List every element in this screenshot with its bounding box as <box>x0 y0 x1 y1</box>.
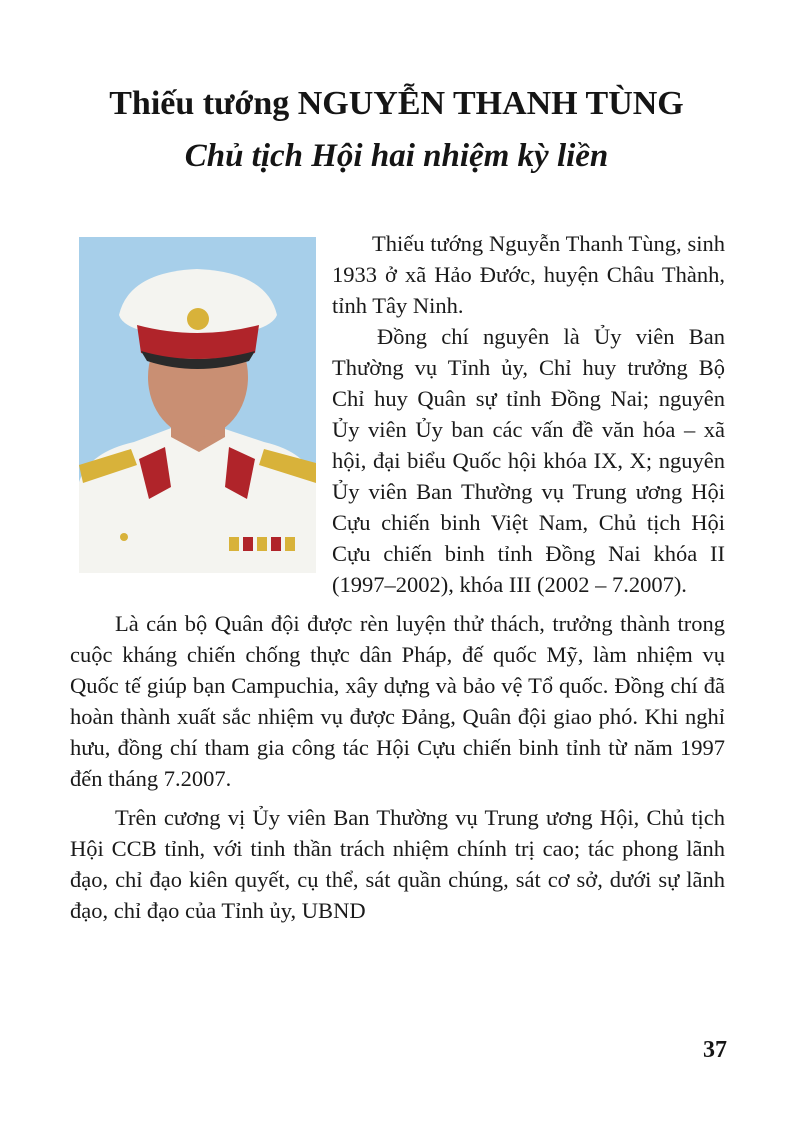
paragraph-birth: Thiếu tướng Nguyễn Thanh Tùng, sinh 1933 ở xã Hảo Đước, huyện Châu Thành, tỉnh Tây Ninh. <box>332 231 725 318</box>
paragraph-career: Là cán bộ Quân đội được rèn luyện thử thách, trưởng thành trong cuộc kháng chiến chống thực dân Pháp, đế quốc Mỹ, làm nhiệm vụ Quốc tế giúp bạn Campuchia, xây dựng và bảo vệ Tổ quốc. Đồng chí đã hoàn thành xuất sắc nhiệm vụ được Đảng, Quân đội giao phó. Khi nghỉ hưu, đồng chí tham gia công tác Hội Cựu chiến binh tỉnh từ năm 1997 đến tháng 7.2007. <box>70 611 725 791</box>
paragraph-positions: Đồng chí nguyên là Ủy viên Ban Thường vụ Tỉnh ủy, Chỉ huy trưởng Bộ Chỉ huy Quân sự tỉnh Đồng Nai; nguyên Ủy viên Ủy ban các vấn đề văn hóa – xã hội, đại biểu Quốc hội khóa IX, X; nguyên Ủy viên Ban Thường vụ Trung ương Hội Cựu chiến binh Việt Nam, Chủ tịch Hội Cựu chiến binh tỉnh Đồng Nai khóa II (1997–2002), khóa III (2002 – 7.2007). <box>332 324 725 597</box>
page-number: 37 <box>703 1037 727 1063</box>
page-title: Thiếu tướng NGUYỄN THANH TÙNG <box>109 85 684 122</box>
photo-wrap-space <box>70 228 332 582</box>
page-subtitle: Chủ tịch Hội hai nhiệm kỳ liền <box>184 138 609 174</box>
article-body <box>70 228 725 926</box>
paragraph-leadership: Trên cương vị Ủy viên Ban Thường vụ Trung ương Hội, Chủ tịch Hội CCB tỉnh, với tinh thần trách nhiệm chính trị cao; tác phong lãnh đạo, chỉ đạo kiên quyết, cụ thể, sát quần chúng, sát cơ sở, dưới sự lãnh đạo, chỉ đạo của Tỉnh ủy, UBND <box>70 805 725 923</box>
